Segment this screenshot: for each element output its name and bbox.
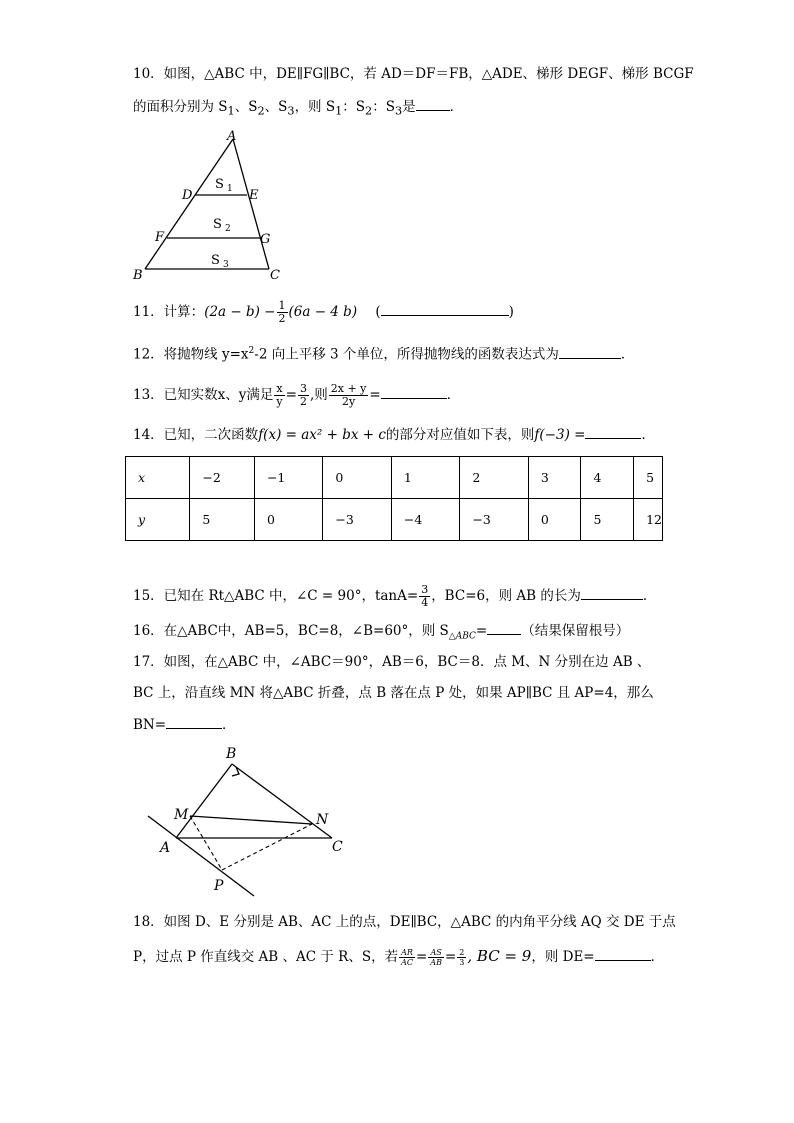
label-s2-sub: 2 xyxy=(225,224,231,234)
q18-text: P，过点 P 作直线交 AB 、AC 于 R、S，若 xyxy=(133,949,399,965)
q10-sub: 3 xyxy=(287,104,295,118)
label-b: B xyxy=(133,268,143,283)
q13-text: = xyxy=(369,387,381,403)
q11-text: ( xyxy=(375,304,381,320)
q15-text: 15．已知在 Rt△ABC 中，∠C = 90°，tanA= xyxy=(133,588,419,604)
q18-fraction xyxy=(428,948,444,967)
q13-fraction xyxy=(274,383,284,408)
q12 xyxy=(133,341,634,365)
label-s1-sub: 1 xyxy=(227,184,233,194)
label-d: D xyxy=(182,188,193,203)
frac-den: 3 xyxy=(459,958,465,967)
frac-num: AR xyxy=(399,948,415,958)
frac-num: 2 xyxy=(459,948,465,957)
q16 xyxy=(133,620,629,647)
frac-den: AC xyxy=(401,958,413,967)
q11-expr: (6a − 4 b) xyxy=(288,304,358,320)
q18-fraction xyxy=(399,948,415,967)
q10-line1: 10．如图，△ABC 中，DE∥FG∥BC，若 AD＝DF＝FB，△ADE、梯形 DEGF、梯形 BCGF xyxy=(133,66,694,82)
q18-text: = xyxy=(415,949,428,965)
frac-den: y xyxy=(276,395,283,408)
q16-sub: △ABC xyxy=(448,631,476,642)
table-row-x xyxy=(126,457,663,499)
q18-fraction xyxy=(457,948,466,967)
q15-text: ． xyxy=(642,588,657,604)
label-p: P xyxy=(214,878,224,894)
q16-text: （结果保留根号） xyxy=(521,623,630,639)
table-row-y xyxy=(126,499,663,541)
q10-text: ． xyxy=(449,99,464,115)
q18-text: ． xyxy=(650,949,665,965)
answer-blank[interactable] xyxy=(585,424,641,439)
q17-text: BN= xyxy=(133,717,167,733)
label-s3-sub: 3 xyxy=(223,260,229,270)
q18-text: ，则 DE= xyxy=(531,949,595,965)
segment-mn xyxy=(190,816,312,824)
q10-text: 是 xyxy=(402,99,416,115)
q14-text: 的部分对应值如下表，则 xyxy=(385,427,535,443)
value-table xyxy=(125,456,663,541)
frac-den: AB xyxy=(430,958,442,967)
q17-line2: BC 上，沿直线 MN 将△ABC 折叠，点 B 落在点 P 处，如果 AP∥BC 且 AP=4，那么 xyxy=(133,685,654,701)
q11-text: ) xyxy=(508,304,514,320)
label-c: C xyxy=(332,839,343,855)
frac-num: 2x + y xyxy=(330,382,367,395)
label-b: B xyxy=(226,746,237,762)
q11 xyxy=(133,300,514,325)
q10-sub: 2 xyxy=(365,104,373,118)
table-cell: 5 xyxy=(634,457,663,499)
q14 xyxy=(133,424,655,445)
q10-text: ：S xyxy=(372,99,395,115)
table-cell: −1 xyxy=(254,457,322,499)
q15 xyxy=(133,584,656,609)
table-cell: y xyxy=(126,499,190,541)
q13 xyxy=(133,383,460,408)
side-ab xyxy=(176,764,232,838)
table-cell: −3 xyxy=(460,499,528,541)
q13-fraction xyxy=(298,383,309,408)
q12-text: 12．将抛物线 y=x xyxy=(133,346,249,363)
q11-text: 11．计算： xyxy=(133,304,205,320)
answer-blank[interactable] xyxy=(559,344,621,359)
label-a: A xyxy=(227,129,237,144)
table-cell: −4 xyxy=(391,499,459,541)
q14-func: f(x) = ax² + bx + c xyxy=(258,427,386,443)
answer-blank[interactable] xyxy=(487,620,521,635)
table-cell: 4 xyxy=(581,457,634,499)
label-s3: S xyxy=(211,253,220,268)
label-e: E xyxy=(249,188,259,203)
frac-num: 1 xyxy=(278,299,286,312)
answer-blank[interactable] xyxy=(416,96,450,111)
table-cell: 0 xyxy=(254,499,322,541)
q10-line2 xyxy=(133,96,463,122)
line-ap xyxy=(148,816,254,896)
q13-text: = xyxy=(285,387,297,403)
table-cell: 12 xyxy=(634,499,663,541)
table-cell: −3 xyxy=(323,499,391,541)
answer-blank[interactable] xyxy=(581,585,643,600)
q15-fraction xyxy=(419,584,430,609)
label-g: G xyxy=(260,232,271,247)
q10-sub: 1 xyxy=(227,104,235,118)
label-c: C xyxy=(270,268,280,283)
answer-blank[interactable] xyxy=(595,946,651,961)
q10-text: 、S xyxy=(264,99,288,115)
label-f: F xyxy=(155,230,165,245)
answer-blank[interactable] xyxy=(166,714,222,729)
label-m: M xyxy=(174,807,189,823)
table-cell: x xyxy=(126,457,190,499)
q10-text: 、S xyxy=(234,99,258,115)
q12-text: -2 向上平移 3 个单位，所得抛物线的函数表达式为 xyxy=(254,346,559,363)
q16-text: = xyxy=(475,623,488,639)
q14-text: ． xyxy=(641,427,655,443)
q18-condition: , BC = 9 xyxy=(467,947,532,965)
answer-blank[interactable] xyxy=(381,301,509,316)
q11-fraction xyxy=(277,300,288,325)
q12-text: ． xyxy=(620,346,635,363)
q18-line2 xyxy=(133,946,664,967)
q17-line3 xyxy=(133,714,236,735)
q13-fraction xyxy=(329,383,369,408)
q17-line1: 17．如图，在△ABC 中，∠ABC＝90°，AB＝6，BC＝8．点 M、N 分别在边 AB 、 xyxy=(133,654,651,670)
frac-num: x xyxy=(276,382,283,395)
q17-fold-figure xyxy=(140,740,360,900)
q10-text: ：S xyxy=(342,99,366,115)
q18-text: = xyxy=(444,949,457,965)
table-cell: 5 xyxy=(581,499,634,541)
q14-text: 14．已知，二次函数 xyxy=(133,427,259,443)
table-cell: 2 xyxy=(460,457,528,499)
dashed-pn xyxy=(222,824,312,870)
table-cell: 0 xyxy=(323,457,391,499)
q16-text: 16．在△ABC中，AB=5，BC=8，∠B=60°，则 S xyxy=(133,623,449,639)
q10-text: ，则 S xyxy=(294,99,336,115)
frac-den: 2 xyxy=(299,395,307,408)
q12-sup: 2 xyxy=(248,346,255,356)
label-a: A xyxy=(160,840,171,856)
table-cell: 0 xyxy=(528,499,581,541)
frac-num: AS xyxy=(428,948,444,958)
label-s1: S xyxy=(215,177,224,192)
frac-num: 3 xyxy=(421,583,429,596)
answer-blank[interactable] xyxy=(381,384,447,399)
table-cell: 3 xyxy=(528,457,581,499)
table-cell: 1 xyxy=(391,457,459,499)
q14-ask: f(−3) = xyxy=(534,427,586,443)
table-cell: −2 xyxy=(190,457,255,499)
q13-text: ,则 xyxy=(309,387,328,403)
q17-text: ． xyxy=(222,717,236,733)
table-cell: 5 xyxy=(190,499,255,541)
q13-text: 13．已知实数x、y满足 xyxy=(133,387,274,403)
side-ab xyxy=(145,139,233,269)
label-s2: S xyxy=(213,217,222,232)
q10-sub: 1 xyxy=(335,104,343,118)
q15-text: ，BC=6，则 AB 的长为 xyxy=(431,588,581,604)
q10-sub: 3 xyxy=(394,104,403,118)
q18-line1: 18．如图 D、E 分别是 AB、AC 上的点，DE∥BC，△ABC 的内角平分线 AQ 交 DE 于点 xyxy=(133,914,676,930)
frac-den: 4 xyxy=(421,596,429,609)
q10-text: 的面积分别为 S xyxy=(133,99,228,115)
q13-text: ． xyxy=(446,387,461,403)
q10-triangle-figure xyxy=(125,128,295,283)
frac-den: 2y xyxy=(341,395,356,408)
q10-sub: 2 xyxy=(257,104,265,118)
frac-num: 3 xyxy=(299,382,307,395)
q11-expr: (2a − b) − xyxy=(204,304,276,320)
frac-den: 2 xyxy=(278,312,286,325)
side-ac xyxy=(233,139,269,269)
dashed-mp xyxy=(190,816,222,870)
label-n: N xyxy=(316,812,329,828)
